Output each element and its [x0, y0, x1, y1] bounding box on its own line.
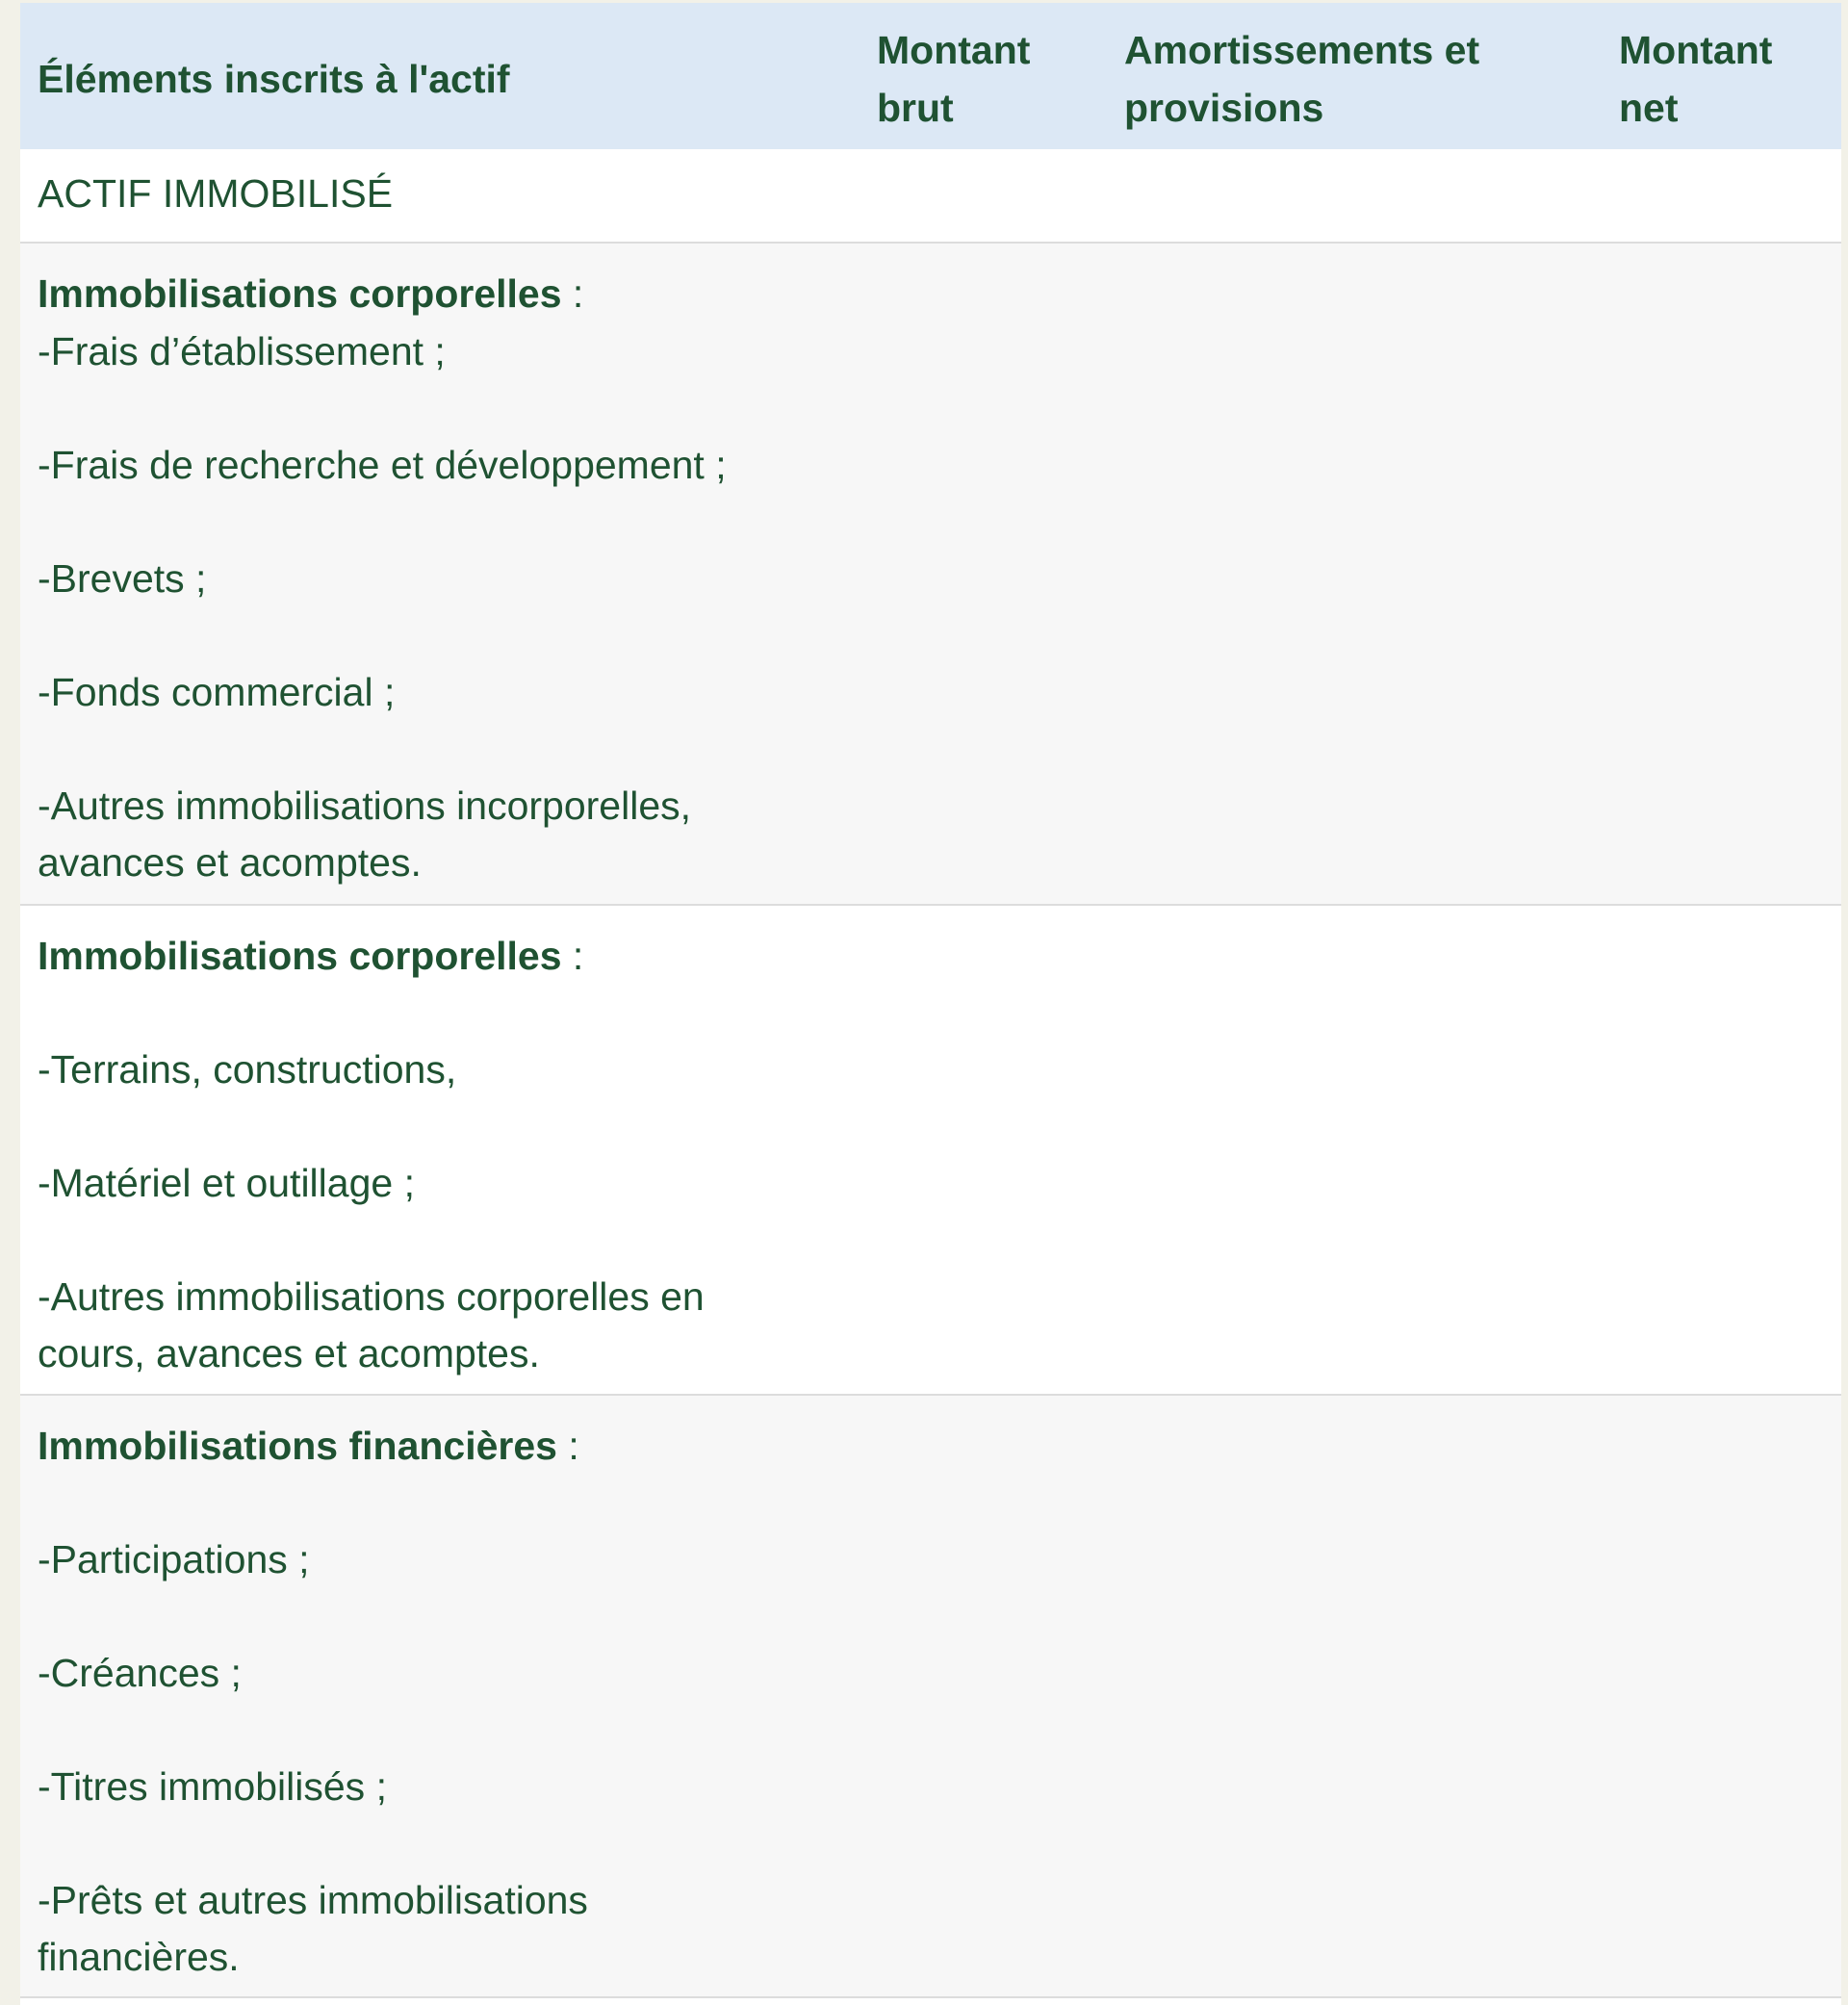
table-row-section-2	[20, 904, 1841, 1394]
table-header	[20, 3, 1841, 149]
list-item: -Terrains, constructions,	[38, 1047, 457, 1092]
section-2-suffix: :	[561, 934, 584, 978]
section-1-title: Immobilisations corporelles	[38, 271, 562, 316]
section-1-suffix: :	[561, 271, 584, 316]
header-amortissements-line2: provisions	[1124, 86, 1324, 130]
list-item: -Créances ;	[38, 1651, 242, 1695]
list-item: -Autres immobilisations incorporelles,	[38, 784, 692, 828]
header-amortissements-line1: Amortissements et	[1124, 28, 1480, 72]
section-3-title: Immobilisations financières	[38, 1424, 557, 1468]
list-item: -Frais de recherche et développement ;	[38, 443, 727, 487]
list-item: -Prêts et autres immobilisations	[38, 1878, 588, 1922]
list-item: -Brevets ;	[38, 556, 207, 601]
list-item: -Frais d’établissement ;	[38, 329, 446, 373]
list-item-continuation: cours, avances et acomptes.	[38, 1331, 540, 1375]
section-2-heading	[38, 928, 583, 985]
list-item: -Participations ;	[38, 1537, 310, 1581]
header-montant-net-line2: net	[1619, 86, 1679, 130]
actif-table	[20, 3, 1841, 2005]
header-montant-brut-line2: brut	[877, 86, 954, 130]
list-item: -Fonds commercial ;	[38, 670, 396, 714]
table-row-section-1	[20, 242, 1841, 904]
section-1-heading	[38, 266, 583, 322]
actif-immobilise-label: ACTIF IMMOBILISÉ	[38, 171, 394, 216]
header-montant-net-line1: Montant	[1619, 28, 1773, 72]
section-3-suffix: :	[557, 1424, 579, 1468]
list-item: -Titres immobilisés ;	[38, 1764, 387, 1809]
table-row-section-3	[20, 1394, 1841, 1998]
table-row-actif-immobilise	[20, 149, 1841, 242]
list-item-continuation: avances et acomptes.	[38, 840, 422, 885]
list-item: -Matériel et outillage ;	[38, 1161, 415, 1205]
header-elements-inscrits: Éléments inscrits à l'actif	[38, 57, 510, 101]
list-item: -Autres immobilisations corporelles en	[38, 1274, 705, 1319]
header-montant-brut-line1: Montant	[877, 28, 1031, 72]
section-2-title: Immobilisations corporelles	[38, 934, 562, 978]
list-item-continuation: financières.	[38, 1935, 240, 1979]
section-3-heading	[38, 1418, 579, 1475]
